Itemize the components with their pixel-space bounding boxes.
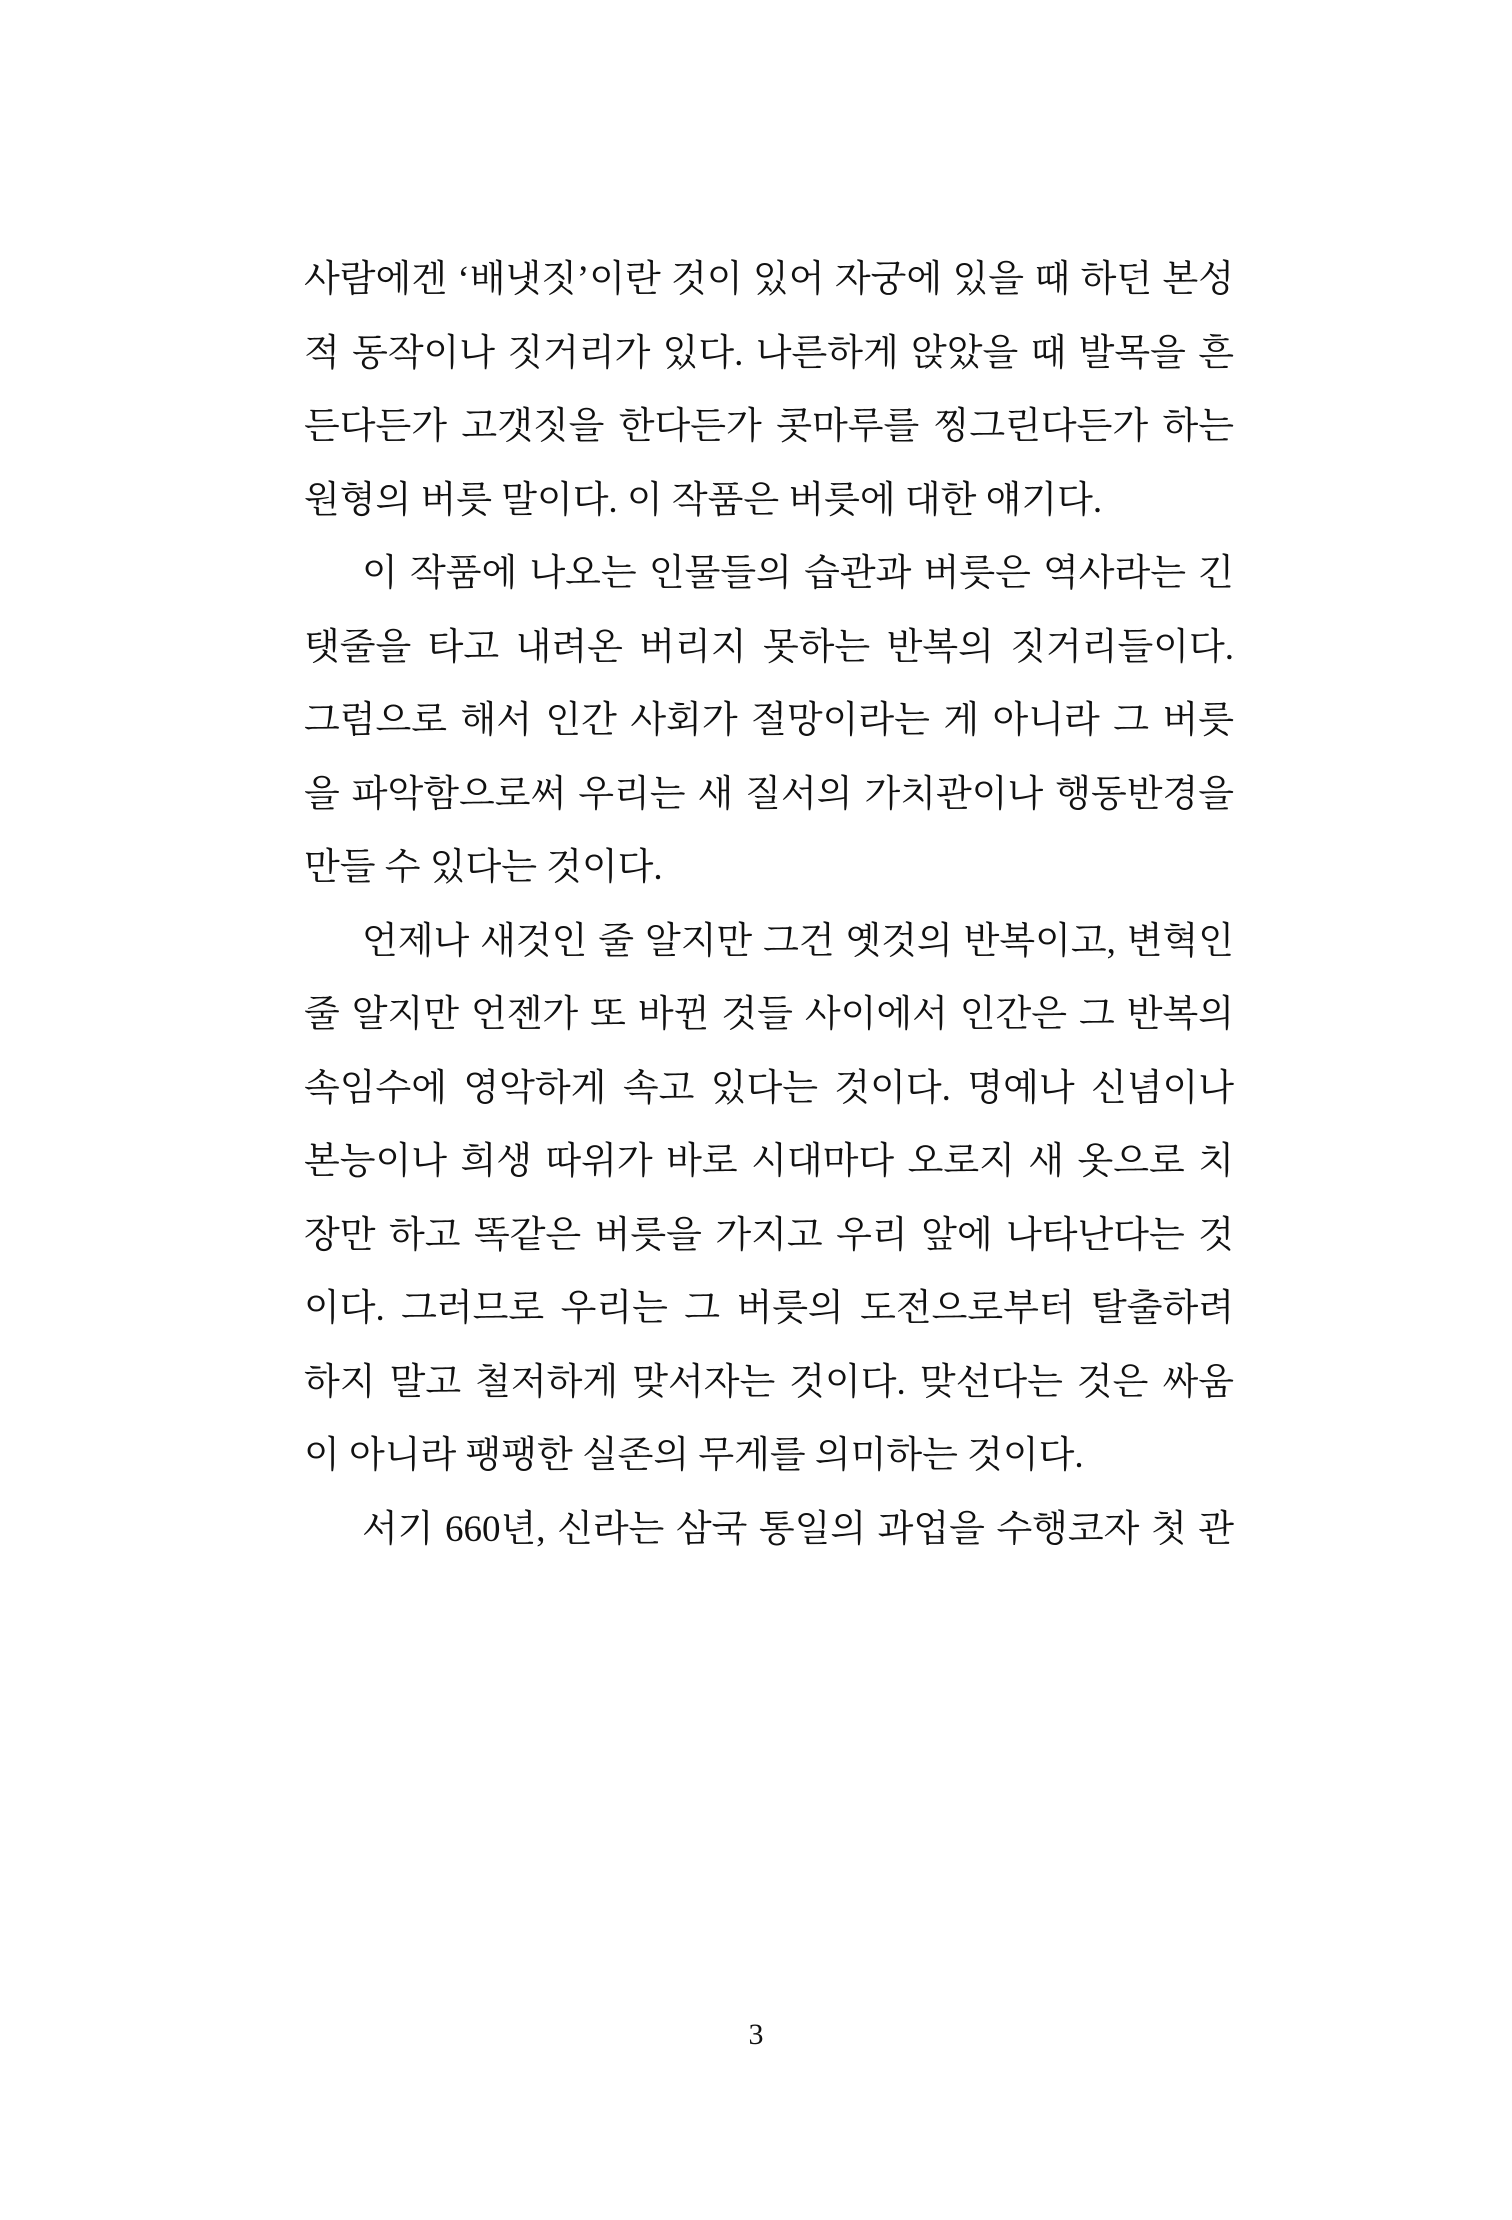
text-line: 사람에겐 ‘배냇짓’이란 것이 있어 자궁에 있을 때 하던 본성 <box>304 259 1234 300</box>
text-line: 을 파악함으로써 우리는 새 질서의 가치관이나 행동반경을 <box>304 773 1234 815</box>
text-line: 하지 말고 철저하게 맞서자는 것이다. 맞선다는 것은 싸움 <box>304 1361 1234 1403</box>
text-line: 속임수에 영악하게 속고 있다는 것이다. 명예나 신념이나 <box>304 1067 1234 1109</box>
text-line: 원형의 버릇 말이다. 이 작품은 버릇에 대한 얘기다. <box>304 479 1103 521</box>
page-number: 3 <box>748 2018 764 2051</box>
text-line: 줄 알지만 언젠가 또 바뀐 것들 사이에서 인간은 그 반복의 <box>304 994 1234 1035</box>
text-line: 탯줄을 타고 내려온 버리지 못하는 반복의 짓거리들이다. <box>304 626 1234 668</box>
text-line: 그럼으로 해서 인간 사회가 절망이라는 게 아니라 그 버릇 <box>304 700 1234 741</box>
text-line: 본능이나 희생 따위가 바로 시대마다 오로지 새 옷으로 치 <box>304 1141 1234 1182</box>
text-line: 적 동작이나 짓거리가 있다. 나른하게 앉았을 때 발목을 흔 <box>304 332 1234 374</box>
text-line: 만들 수 있다는 것이다. <box>304 847 663 888</box>
text-line: 서기 660년, 신라는 삼국 통일의 과업을 수행코자 첫 관 <box>362 1508 1234 1550</box>
text-line: 든다든가 고갯짓을 한다든가 콧마루를 찡그린다든가 하는 <box>304 406 1234 447</box>
text-line: 이 작품에 나오는 인물들의 습관과 버릇은 역사라는 긴 <box>362 553 1234 594</box>
text-line: 이 아니라 팽팽한 실존의 무게를 의미하는 것이다. <box>304 1435 1084 1476</box>
text-line: 이다. 그러므로 우리는 그 버릇의 도전으로부터 탈출하려 <box>304 1288 1234 1329</box>
text-line: 언제나 새것인 줄 알지만 그건 옛것의 반복이고, 변혁인 <box>362 920 1234 962</box>
body-text <box>304 243 1234 1566</box>
text-line: 장만 하고 똑같은 버릇을 가지고 우리 앞에 나타난다는 것 <box>304 1214 1234 1256</box>
